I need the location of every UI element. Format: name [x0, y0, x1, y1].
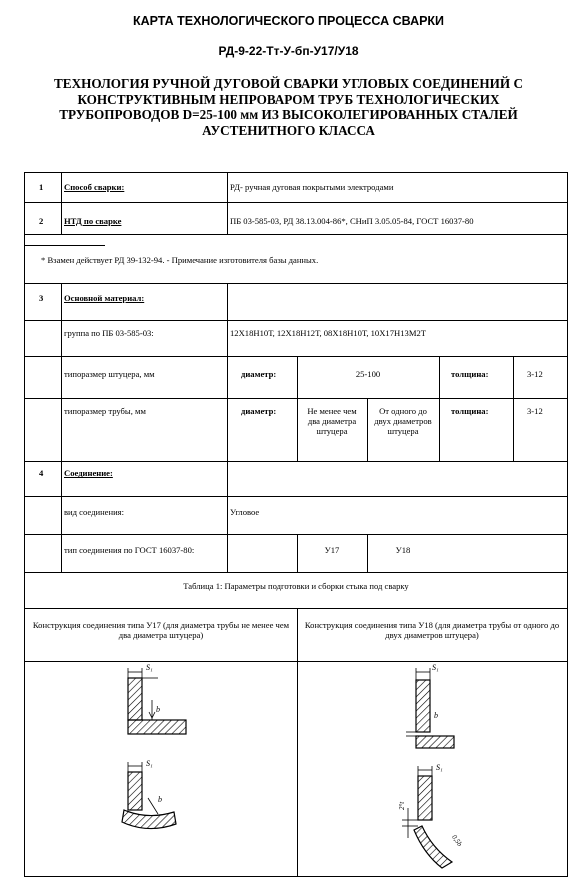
joint-type-u17: У17	[324, 545, 340, 555]
fitting-wall-section	[128, 772, 142, 810]
row-2-value: ПБ 03-585-03, РД 38.13.004-86*, СНиП 3.05.05-84, ГОСТ 16037-80	[230, 216, 474, 226]
angle-dimension-label: 2°t	[398, 801, 406, 810]
row-1-value: РД- ручная дуговая покрытыми электродами	[230, 182, 394, 192]
col-divider	[227, 173, 228, 234]
row-divider	[25, 572, 567, 573]
row-2-number: 2	[39, 216, 44, 226]
col-divider	[61, 173, 62, 234]
u18-joint-drawing-flat	[398, 658, 478, 753]
row-divider	[25, 398, 567, 399]
pipe-diameter-label: диаметр:	[241, 406, 277, 416]
col-divider	[227, 283, 228, 572]
row-2-label: НТД по сварке	[64, 216, 122, 226]
document-code: РД-9-22-Тт-У-бп-У17/У18	[218, 44, 359, 58]
s1-dimension-label: S₁	[436, 763, 443, 772]
fitting-wall-section	[128, 678, 142, 720]
fitting-wall-section	[418, 776, 432, 820]
row-4-number: 4	[39, 468, 44, 478]
col-divider	[439, 356, 440, 461]
row-divider	[25, 496, 567, 497]
joint-type-label: тип соединения по ГОСТ 16037-80:	[64, 545, 195, 555]
gap-dimension-label: 0,5b	[450, 833, 464, 848]
s1-dimension-label: S₁	[146, 759, 153, 768]
u17-construction-header: Конструкция соединения типа У17 (для диаметра трубы не менее чем два диаметра штуцера)	[32, 620, 290, 640]
document-subtitle	[0, 76, 577, 138]
row-divider	[25, 461, 567, 462]
row-3-label: Основной материал:	[64, 293, 145, 303]
row-divider	[25, 234, 567, 235]
group-value: 12Х18Н10Т, 12Х18Н12Т, 08Х18Н10Т, 10Х17Н13М2Т	[230, 328, 427, 338]
pipe-diameter-option-b: От одного до двух диаметров штуцера	[374, 406, 432, 436]
row-1-label: Способ сварки:	[64, 182, 125, 192]
b-dimension-label: b	[434, 711, 438, 720]
footnote-text: * Взамен действует РД 39-132-94. - Примечание изготовителя базы данных.	[41, 255, 319, 265]
fitting-thickness-value: 3-12	[527, 369, 543, 379]
fitting-wall-section	[416, 680, 430, 732]
fitting-diameter-value: 25-100	[355, 369, 381, 379]
pipe-wall-section	[414, 826, 452, 868]
pipe-wall-section	[416, 736, 454, 748]
footnote-rule	[25, 245, 105, 246]
joint-type-u18: У18	[395, 545, 411, 555]
joint-kind-value: Угловое	[230, 507, 260, 517]
col-divider	[61, 283, 62, 572]
subtitle-line-1: ТЕХНОЛОГИЯ РУЧНОЙ ДУГОВОЙ СВАРКИ УГЛОВЫХ СОЕДИНЕНИЙ С	[54, 76, 523, 91]
row-divider	[25, 534, 567, 535]
row-1-number: 1	[39, 182, 44, 192]
pipe-thickness-label: толщина:	[451, 406, 489, 416]
row-divider	[25, 320, 567, 321]
row-divider	[25, 608, 567, 609]
b-dimension-label: b	[158, 795, 162, 804]
joint-kind-label: вид соединения:	[64, 507, 125, 517]
subtitle-line-4: АУСТЕНИТНОГО КЛАССА	[202, 122, 375, 138]
pipe-size-label: типоразмер трубы, мм	[64, 406, 146, 416]
s1-dimension-label: S₁	[432, 663, 439, 672]
row-3-number: 3	[39, 293, 44, 303]
u18-construction-header: Конструкция соединения типа У18 (для диаметра трубы от одного до двух диаметров штуцера)	[304, 620, 560, 640]
fitting-thickness-label: толщина:	[451, 369, 489, 379]
fitting-size-label: типоразмер штуцера, мм	[64, 369, 155, 379]
u18-joint-drawing-curved	[392, 758, 482, 870]
col-divider	[513, 356, 514, 461]
u17-joint-drawing-flat	[118, 660, 198, 745]
row-divider	[25, 356, 567, 357]
pipe-wall-section	[122, 810, 176, 829]
col-divider	[367, 398, 368, 461]
table-1-caption: Таблица 1: Параметры подготовки и сборки стыка под сварку	[183, 581, 409, 591]
pipe-thickness-value: 3-12	[527, 406, 543, 416]
subtitle-line-3: ТРУБОПРОВОДОВ D=25-100 мм ИЗ ВЫСОКОЛЕГИРОВАННЫХ СТАЛЕЙ	[59, 107, 518, 122]
u17-joint-drawing-curved	[118, 758, 198, 858]
b-dimension-label: b	[156, 705, 160, 714]
row-4-label: Соединение:	[64, 468, 113, 478]
row-divider	[25, 202, 567, 203]
pipe-diameter-option-a: Не менее чем два диаметра штуцера	[307, 406, 357, 436]
pipe-wall-section	[128, 720, 186, 734]
s1-dimension-label: S₁	[146, 663, 153, 672]
row-divider	[25, 283, 567, 284]
process-card-table	[24, 172, 568, 877]
subtitle-line-2: КОНСТРУКТИВНЫМ НЕПРОВАРОМ ТРУБ ТЕХНОЛОГИЧЕСКИХ	[77, 91, 500, 107]
document-title: КАРТА ТЕХНОЛОГИЧЕСКОГО ПРОЦЕССА СВАРКИ	[132, 14, 445, 28]
fitting-diameter-label: диаметр:	[241, 369, 277, 379]
col-divider	[297, 608, 298, 876]
group-label: группа по ПБ 03-585-03:	[64, 328, 154, 338]
row-divider	[25, 661, 567, 662]
